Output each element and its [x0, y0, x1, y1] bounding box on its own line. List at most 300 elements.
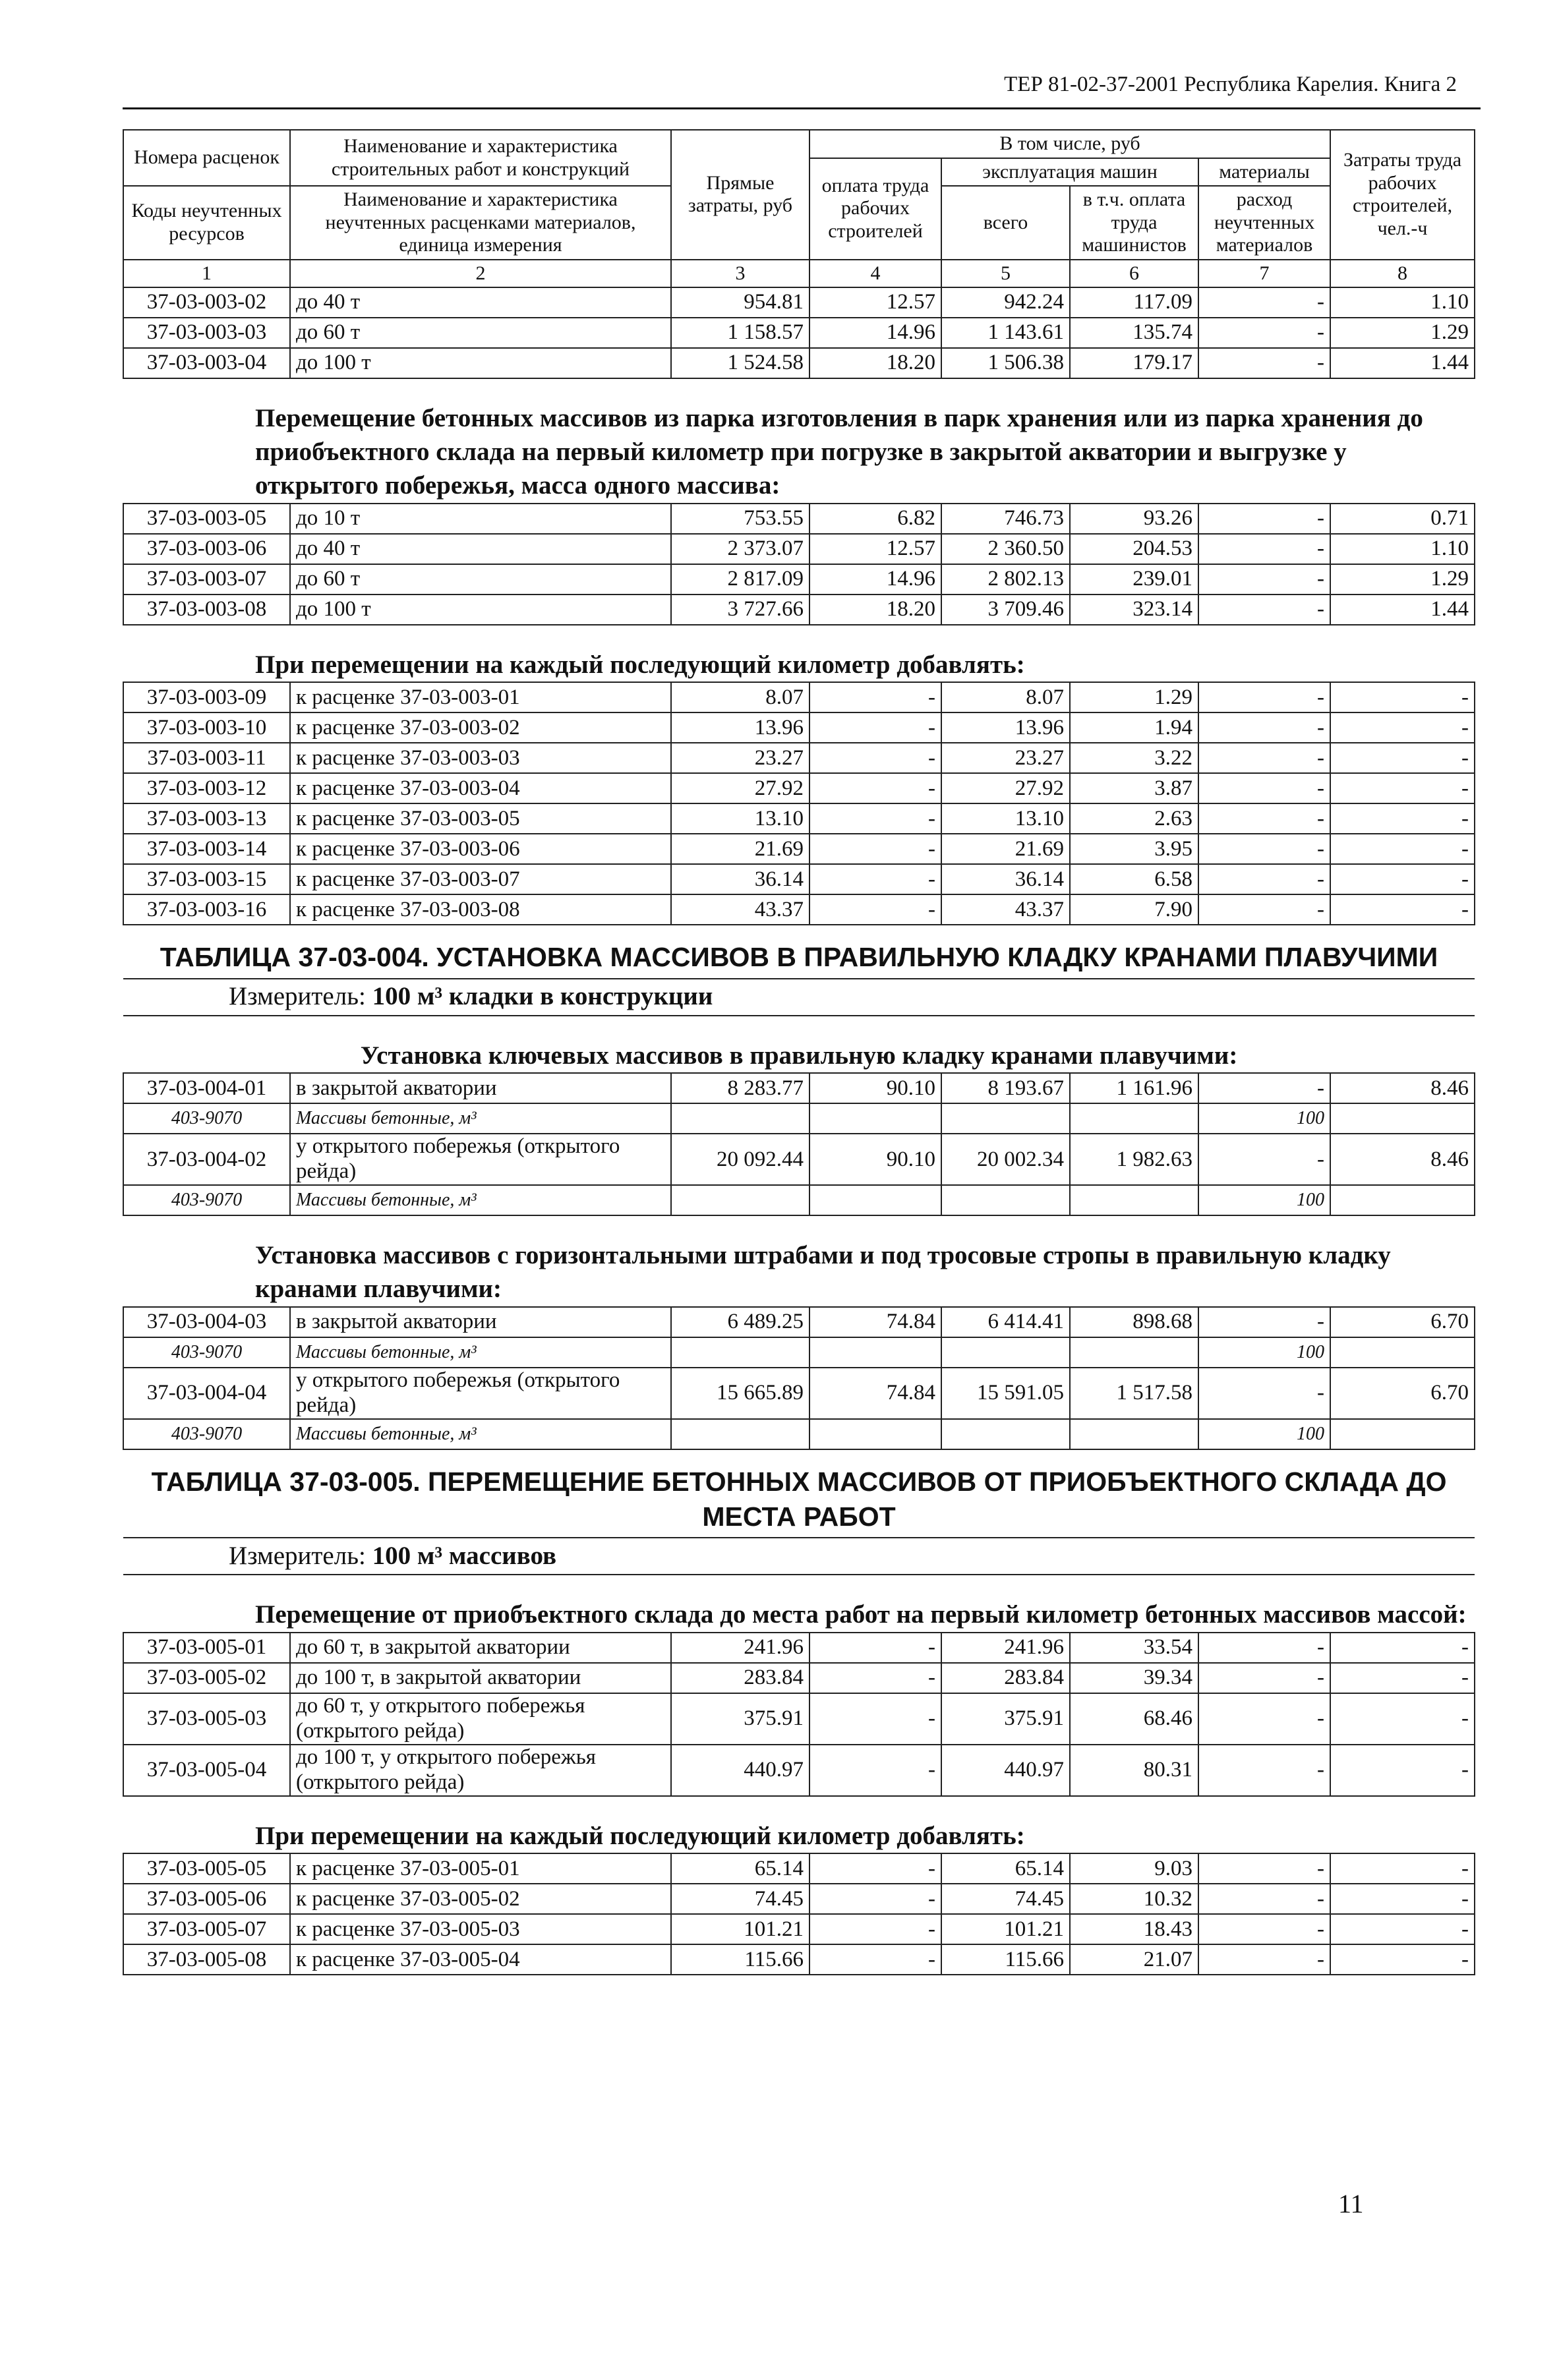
header-row-1 [123, 130, 1475, 158]
rate-code: 37-03-003-11 [123, 743, 290, 773]
rate-value: 283.84 [671, 1663, 809, 1693]
rate-value: 20 092.44 [671, 1134, 809, 1185]
measure-row [123, 1538, 1475, 1575]
rate-value: - [1198, 682, 1330, 712]
rate-code: 37-03-003-16 [123, 894, 290, 925]
rate-value: 74.45 [671, 1884, 809, 1914]
rate-value: 27.92 [671, 773, 809, 803]
col-number: 1 [123, 260, 290, 287]
rate-value: - [1330, 1693, 1475, 1745]
resource-qty: 100 [1198, 1337, 1330, 1368]
rate-value: 1.10 [1330, 534, 1475, 564]
resource-qty: 100 [1198, 1185, 1330, 1215]
rate-value: - [1198, 1134, 1330, 1185]
rate-code: 37-03-005-03 [123, 1693, 290, 1745]
rate-name: к расценке 37-03-005-03 [290, 1914, 671, 1944]
empty-cell [1070, 1337, 1198, 1368]
resource-code: 403-9070 [123, 1337, 290, 1368]
rate-value: - [809, 773, 941, 803]
rate-code: 37-03-005-08 [123, 1944, 290, 1975]
col-number: 6 [1070, 260, 1198, 287]
rates-table [123, 129, 1475, 1975]
rate-value: 239.01 [1070, 564, 1198, 595]
rate-value: - [1330, 803, 1475, 834]
rate-row [123, 864, 1475, 894]
rate-value: 93.26 [1070, 504, 1198, 534]
table-title-row [123, 925, 1475, 978]
rate-value: - [1198, 1073, 1330, 1103]
rate-value: 375.91 [941, 1693, 1070, 1745]
col1-top-header: Номера расценок [123, 130, 290, 186]
rate-value: - [1198, 1663, 1330, 1693]
rate-row [123, 894, 1475, 925]
rate-value: 2 373.07 [671, 534, 809, 564]
rate-value: 2 360.50 [941, 534, 1070, 564]
rate-row [123, 1745, 1475, 1796]
materials-unacc-header: расход неучтенных материалов [1198, 186, 1330, 260]
rate-row [123, 1914, 1475, 1944]
rate-row [123, 1134, 1475, 1185]
empty-cell [671, 1185, 809, 1215]
rate-value: 33.54 [1070, 1633, 1198, 1663]
rate-row [123, 1884, 1475, 1914]
header-rule [123, 107, 1481, 109]
rate-row [123, 534, 1475, 564]
rate-row [123, 1073, 1475, 1103]
table-title-row [123, 1449, 1475, 1538]
rate-value: 43.37 [941, 894, 1070, 925]
col2-bottom-header: Наименование и характеристика неучтенных расценками материалов, единица измерения [290, 186, 671, 260]
rate-code: 37-03-005-02 [123, 1663, 290, 1693]
empty-cell [809, 1419, 941, 1449]
rate-value: - [809, 864, 941, 894]
machines-total-header: всего [941, 186, 1070, 260]
rate-code: 37-03-003-03 [123, 318, 290, 348]
rate-row [123, 682, 1475, 712]
rate-value: - [809, 1853, 941, 1884]
rate-value: - [1198, 803, 1330, 834]
rate-value: - [1330, 834, 1475, 864]
rate-value: 6.82 [809, 504, 941, 534]
rate-value: - [1198, 1307, 1330, 1337]
rate-value: - [1198, 287, 1330, 318]
rate-value: 241.96 [671, 1633, 809, 1663]
rate-value: - [809, 1693, 941, 1745]
document-header: ТЕР 81-02-37-2001 Республика Карелия. Книга 2 [1004, 73, 1457, 96]
rate-value: 8 193.67 [941, 1073, 1070, 1103]
resource-code: 403-9070 [123, 1103, 290, 1134]
machines-header: эксплуатация машин [941, 158, 1198, 187]
materials-header: материалы [1198, 158, 1330, 187]
rate-row [123, 1663, 1475, 1693]
resource-qty: 100 [1198, 1103, 1330, 1134]
rate-value: 18.20 [809, 595, 941, 625]
rate-name: до 40 т [290, 534, 671, 564]
rate-value: 3.95 [1070, 834, 1198, 864]
rate-value: - [809, 803, 941, 834]
col-number: 5 [941, 260, 1070, 287]
rate-value: - [1198, 595, 1330, 625]
rate-value: - [1198, 743, 1330, 773]
rate-value: - [1330, 864, 1475, 894]
rate-value: - [809, 1914, 941, 1944]
empty-cell [941, 1419, 1070, 1449]
col-number: 4 [809, 260, 941, 287]
rate-value: 2.63 [1070, 803, 1198, 834]
rate-value: 90.10 [809, 1073, 941, 1103]
measure-prefix: Измеритель: [229, 1541, 372, 1570]
rate-value: 80.31 [1070, 1745, 1198, 1796]
empty-cell [1070, 1185, 1198, 1215]
rate-value: - [1198, 1853, 1330, 1884]
rate-row [123, 1853, 1475, 1884]
rate-row [123, 803, 1475, 834]
rate-name: к расценке 37-03-003-02 [290, 712, 671, 743]
rate-value: 36.14 [941, 864, 1070, 894]
rate-name: к расценке 37-03-003-05 [290, 803, 671, 834]
empty-cell [941, 1337, 1070, 1368]
rate-row [123, 504, 1475, 534]
rate-code: 37-03-003-13 [123, 803, 290, 834]
rate-name: до 10 т [290, 504, 671, 534]
rate-value: 204.53 [1070, 534, 1198, 564]
rate-value: 101.21 [941, 1914, 1070, 1944]
rate-value: - [1330, 773, 1475, 803]
rate-value: 14.96 [809, 564, 941, 595]
empty-cell [1330, 1419, 1475, 1449]
rate-name: к расценке 37-03-005-01 [290, 1853, 671, 1884]
rate-row [123, 1633, 1475, 1663]
rate-value: 7.90 [1070, 894, 1198, 925]
rate-value: 1 143.61 [941, 318, 1070, 348]
incl-header: В том числе, руб [809, 130, 1330, 158]
rate-value: 74.84 [809, 1368, 941, 1419]
rate-value: 1.29 [1330, 318, 1475, 348]
rate-value: 942.24 [941, 287, 1070, 318]
rate-value: 12.57 [809, 534, 941, 564]
rate-value: - [1330, 894, 1475, 925]
rate-row [123, 773, 1475, 803]
rate-row [123, 834, 1475, 864]
rate-value: 6.70 [1330, 1307, 1475, 1337]
rate-value: 3.22 [1070, 743, 1198, 773]
section-heading-row [123, 1796, 1475, 1853]
rate-value: 1 524.58 [671, 348, 809, 378]
rate-value: 179.17 [1070, 348, 1198, 378]
resource-row [123, 1419, 1475, 1449]
resource-name: Массивы бетонные, м³ [290, 1185, 671, 1215]
rate-value: - [1198, 504, 1330, 534]
section-heading-row [123, 378, 1475, 504]
rate-code: 37-03-004-04 [123, 1368, 290, 1419]
rate-value: - [809, 1944, 941, 1975]
rate-row [123, 743, 1475, 773]
resource-row [123, 1185, 1475, 1215]
rate-value: 3.87 [1070, 773, 1198, 803]
rate-code: 37-03-005-07 [123, 1914, 290, 1944]
col-number: 8 [1330, 260, 1475, 287]
rate-value: 746.73 [941, 504, 1070, 534]
rate-value: 6.58 [1070, 864, 1198, 894]
rate-value: 18.43 [1070, 1914, 1198, 1944]
rate-name: к расценке 37-03-005-02 [290, 1884, 671, 1914]
rate-value: 1 517.58 [1070, 1368, 1198, 1419]
empty-cell [1330, 1337, 1475, 1368]
rate-value: - [809, 834, 941, 864]
rate-code: 37-03-005-06 [123, 1884, 290, 1914]
rate-value: 241.96 [941, 1633, 1070, 1663]
rate-value: 13.96 [941, 712, 1070, 743]
rate-name: у открытого побережья (открытого рейда) [290, 1134, 671, 1185]
col-number: 7 [1198, 260, 1330, 287]
rate-row [123, 318, 1475, 348]
rate-code: 37-03-003-04 [123, 348, 290, 378]
direct-costs-header: Прямые затраты, руб [671, 130, 809, 260]
rate-code: 37-03-003-08 [123, 595, 290, 625]
rate-value: 1.10 [1330, 287, 1475, 318]
measure-row [123, 979, 1475, 1016]
rate-value: 23.27 [671, 743, 809, 773]
rate-value: - [1198, 864, 1330, 894]
rate-value: 8.46 [1330, 1134, 1475, 1185]
rate-value: - [809, 712, 941, 743]
rate-value: - [809, 894, 941, 925]
rate-code: 37-03-005-05 [123, 1853, 290, 1884]
section-heading: Перемещение бетонных массивов из парка изготовления в парк хранения или из парка хранения до приобъектного склада на первый километр при погрузке в закрытой акватории и выгрузке у открытого побережья, масса одного массива: [123, 378, 1475, 504]
rate-value: 65.14 [941, 1853, 1070, 1884]
section-heading-row [123, 625, 1475, 682]
table-title: ТАБЛИЦА 37-03-005. ПЕРЕМЕЩЕНИЕ БЕТОННЫХ МАССИВОВ ОТ ПРИОБЪЕКТНОГО СКЛАДА ДО МЕСТА РАБОТ [123, 1449, 1475, 1538]
rate-value: 15 591.05 [941, 1368, 1070, 1419]
rate-value: 90.10 [809, 1134, 941, 1185]
rate-value: 753.55 [671, 504, 809, 534]
rate-name: до 60 т, в закрытой акватории [290, 1633, 671, 1663]
rate-value: - [1198, 564, 1330, 595]
rate-value: - [1330, 1633, 1475, 1663]
rate-value: 1 506.38 [941, 348, 1070, 378]
rate-code: 37-03-003-06 [123, 534, 290, 564]
empty-cell [941, 1103, 1070, 1134]
rate-value: 8.07 [671, 682, 809, 712]
rate-value: - [1198, 712, 1330, 743]
rate-value: 2 817.09 [671, 564, 809, 595]
rate-value: - [809, 1884, 941, 1914]
rate-value: 2 802.13 [941, 564, 1070, 595]
rate-code: 37-03-003-15 [123, 864, 290, 894]
table-title: ТАБЛИЦА 37-03-004. УСТАНОВКА МАССИВОВ В ПРАВИЛЬНУЮ КЛАДКУ КРАНАМИ ПЛАВУЧИМИ [123, 925, 1475, 978]
rate-value: - [809, 1633, 941, 1663]
rate-value: - [1198, 1633, 1330, 1663]
rate-value: 8 283.77 [671, 1073, 809, 1103]
measure-line [123, 1538, 1475, 1575]
rate-value: 23.27 [941, 743, 1070, 773]
rate-value: - [1330, 1663, 1475, 1693]
measure-prefix: Измеритель: [229, 981, 372, 1010]
rate-value: - [1198, 1914, 1330, 1944]
rate-value: - [1330, 1853, 1475, 1884]
rate-value: 323.14 [1070, 595, 1198, 625]
rate-value: 10.32 [1070, 1884, 1198, 1914]
rate-value: - [1198, 1944, 1330, 1975]
rate-value: 21.07 [1070, 1944, 1198, 1975]
rate-code: 37-03-004-02 [123, 1134, 290, 1185]
empty-cell [671, 1337, 809, 1368]
rate-value: 74.84 [809, 1307, 941, 1337]
rate-value: 21.69 [671, 834, 809, 864]
rate-value: - [1198, 1745, 1330, 1796]
rate-value: 39.34 [1070, 1663, 1198, 1693]
rate-name: до 60 т, у открытого побережья (открытого рейда) [290, 1693, 671, 1745]
rate-value: 13.10 [671, 803, 809, 834]
rate-value: 1.44 [1330, 348, 1475, 378]
section-heading: При перемещении на каждый последующий километр добавлять: [123, 625, 1475, 682]
rate-code: 37-03-003-10 [123, 712, 290, 743]
rate-value: 3 727.66 [671, 595, 809, 625]
rate-name: в закрытой акватории [290, 1073, 671, 1103]
labor-cost-header: Затраты труда рабочих строителей, чел.-ч [1330, 130, 1475, 260]
section-heading-row [123, 1215, 1475, 1307]
rate-value: - [1198, 1368, 1330, 1419]
rate-value: 43.37 [671, 894, 809, 925]
rate-name: к расценке 37-03-003-04 [290, 773, 671, 803]
rate-code: 37-03-003-12 [123, 773, 290, 803]
rate-row [123, 287, 1475, 318]
rate-value: 283.84 [941, 1663, 1070, 1693]
measure-unit: 100 м³ массивов [372, 1541, 557, 1570]
rate-value: 65.14 [671, 1853, 809, 1884]
rate-value: 135.74 [1070, 318, 1198, 348]
rate-value: 1.44 [1330, 595, 1475, 625]
rate-value: - [1198, 773, 1330, 803]
rate-name: у открытого побережья (открытого рейда) [290, 1368, 671, 1419]
rate-value: - [809, 1745, 941, 1796]
rate-value: - [1330, 712, 1475, 743]
rate-value: - [1198, 894, 1330, 925]
rate-value: 21.69 [941, 834, 1070, 864]
rate-value: - [809, 682, 941, 712]
rate-row [123, 564, 1475, 595]
rate-value: 13.10 [941, 803, 1070, 834]
rate-value: - [1198, 318, 1330, 348]
empty-cell [809, 1103, 941, 1134]
rate-value: 8.46 [1330, 1073, 1475, 1103]
resource-code: 403-9070 [123, 1419, 290, 1449]
page-number: 11 [1338, 2189, 1364, 2219]
rate-value: 898.68 [1070, 1307, 1198, 1337]
rate-row [123, 1693, 1475, 1745]
rate-value: - [1198, 534, 1330, 564]
col2-top-header: Наименование и характеристика строительных работ и конструкций [290, 130, 671, 186]
rate-row [123, 595, 1475, 625]
section-heading: Установка ключевых массивов в правильную кладку кранами плавучими: [123, 1016, 1475, 1073]
resource-code: 403-9070 [123, 1185, 290, 1215]
rate-value: 14.96 [809, 318, 941, 348]
section-heading: Установка массивов с горизонтальными штрабами и под тросовые стропы в правильную кладку кранами плавучими: [123, 1215, 1475, 1307]
rate-value: 101.21 [671, 1914, 809, 1944]
rate-value: - [809, 743, 941, 773]
resource-row [123, 1103, 1475, 1134]
section-heading: При перемещении на каждый последующий километр добавлять: [123, 1796, 1475, 1853]
rate-code: 37-03-003-02 [123, 287, 290, 318]
machines-pay-header: в т.ч. оплата труда машинистов [1070, 186, 1198, 260]
rate-value: - [809, 1663, 941, 1693]
rate-value: 6 489.25 [671, 1307, 809, 1337]
rate-value: 1.94 [1070, 712, 1198, 743]
rate-row [123, 1944, 1475, 1975]
rate-value: - [1330, 743, 1475, 773]
rate-name: к расценке 37-03-005-04 [290, 1944, 671, 1975]
rate-value: 1.29 [1330, 564, 1475, 595]
rate-code: 37-03-003-07 [123, 564, 290, 595]
rate-value: 20 002.34 [941, 1134, 1070, 1185]
rate-name: до 60 т [290, 318, 671, 348]
rate-name: к расценке 37-03-003-07 [290, 864, 671, 894]
rate-value: 1.29 [1070, 682, 1198, 712]
rate-value: 18.20 [809, 348, 941, 378]
rate-code: 37-03-004-01 [123, 1073, 290, 1103]
rate-value: 1 158.57 [671, 318, 809, 348]
rate-value: 6 414.41 [941, 1307, 1070, 1337]
rate-value: 0.71 [1330, 504, 1475, 534]
rate-value: - [1198, 834, 1330, 864]
rate-value: 74.45 [941, 1884, 1070, 1914]
rate-value: 6.70 [1330, 1368, 1475, 1419]
column-numbers-row [123, 260, 1475, 287]
empty-cell [1070, 1419, 1198, 1449]
rate-value: 3 709.46 [941, 595, 1070, 625]
rate-name: до 100 т, в закрытой акватории [290, 1663, 671, 1693]
rate-value: 440.97 [941, 1745, 1070, 1796]
rate-row [123, 712, 1475, 743]
empty-cell [1330, 1185, 1475, 1215]
rate-value: 9.03 [1070, 1853, 1198, 1884]
measure-unit: 100 м³ кладки в конструкции [372, 981, 713, 1010]
rate-name: до 100 т, у открытого побережья (открытого рейда) [290, 1745, 671, 1796]
col1-bottom-header: Коды неучтенных ресурсов [123, 186, 290, 260]
rate-row [123, 1307, 1475, 1337]
rate-name: в закрытой акватории [290, 1307, 671, 1337]
labor-pay-header: оплата труда рабочих строителей [809, 158, 941, 260]
rate-value: - [1330, 1944, 1475, 1975]
rate-name: к расценке 37-03-003-08 [290, 894, 671, 925]
rate-code: 37-03-003-14 [123, 834, 290, 864]
rate-value: 117.09 [1070, 287, 1198, 318]
rate-value: - [1330, 1914, 1475, 1944]
rate-value: 15 665.89 [671, 1368, 809, 1419]
rate-code: 37-03-003-09 [123, 682, 290, 712]
empty-cell [809, 1337, 941, 1368]
rate-name: к расценке 37-03-003-03 [290, 743, 671, 773]
empty-cell [809, 1185, 941, 1215]
rate-name: до 100 т [290, 348, 671, 378]
rate-value: 115.66 [671, 1944, 809, 1975]
section-heading-row [123, 1575, 1475, 1632]
rate-value: 115.66 [941, 1944, 1070, 1975]
col-number: 2 [290, 260, 671, 287]
measure-line [123, 979, 1475, 1016]
rate-name: до 60 т [290, 564, 671, 595]
empty-cell [1330, 1103, 1475, 1134]
rate-name: до 100 т [290, 595, 671, 625]
rate-value: - [1198, 1884, 1330, 1914]
rate-name: к расценке 37-03-003-06 [290, 834, 671, 864]
empty-cell [941, 1185, 1070, 1215]
rate-value: 13.96 [671, 712, 809, 743]
rate-value: 12.57 [809, 287, 941, 318]
rate-code: 37-03-005-01 [123, 1633, 290, 1663]
resource-qty: 100 [1198, 1419, 1330, 1449]
rate-value: 1 982.63 [1070, 1134, 1198, 1185]
